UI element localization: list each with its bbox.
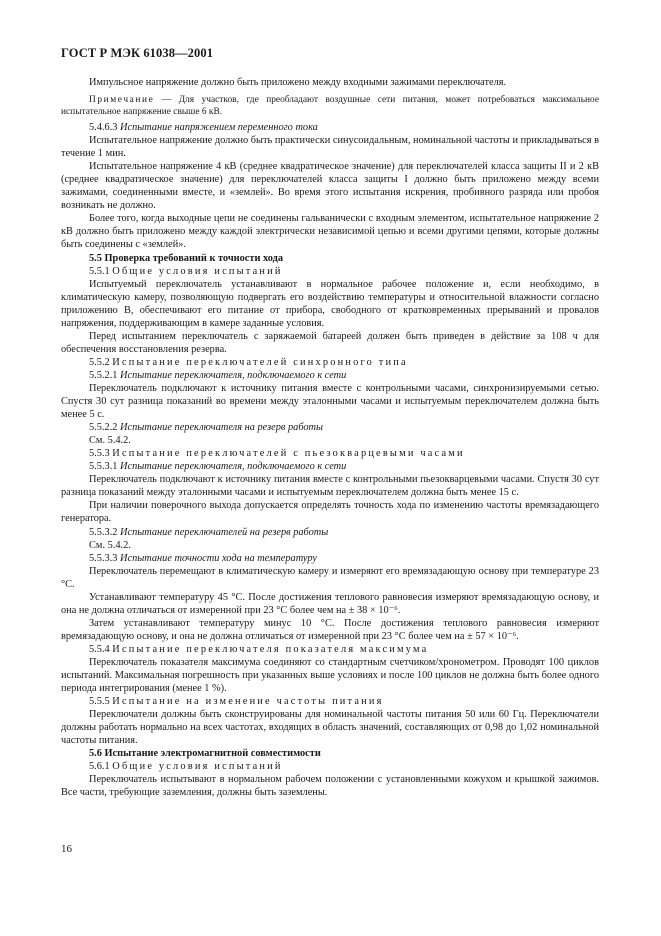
standard-code-header: ГОСТ Р МЭК 61038—2001 <box>61 46 214 60</box>
heading-5-5-2-1 <box>61 369 599 382</box>
heading-number: 5.5.3.3 <box>89 552 118 564</box>
heading-title: Общие условия испытаний <box>112 761 283 773</box>
heading-number: 5.5.2 <box>89 356 110 368</box>
heading-title: Испытание переключателей с пьезокварцевыми часами <box>112 448 465 460</box>
heading-number: 5.5.3.2 <box>89 526 118 538</box>
paragraph: Переключатель подключают к источнику питания вместе с контрольными часами, синхронизируемыми сетью. Спустя 30 сут разница показаний во времени между эталонными часами и испытуемым переключателем должна быть менее 5 с. <box>61 382 599 421</box>
document-body <box>61 76 599 799</box>
heading-number: 5.5.5 <box>89 696 110 708</box>
paragraph: Испытуемый переключатель устанавливают в нормальное рабочее положение и, если необходимо, в климатическую камеру, позволяющую подвергать его воздействию температуры и относительной влажности согласно приложению В, обеспечивают его питание от прибора, свободного от кратковременных прерываний и провалов напряжения, поддерживающим в камере заданные условия. <box>61 278 599 329</box>
heading-title: Испытание переключателя, подключаемого к сети <box>120 369 347 381</box>
heading-5-6: 5.6 Испытание электромагнитной совместимости <box>89 748 321 760</box>
paragraph: Переключатель перемещают в климатическую камеру и измеряют его времязадающую основу при температуре 23 °С. <box>61 565 599 590</box>
paragraph: Испытательное напряжение должно быть практически синусоидальным, номинальной частоты и прикладываться в течение 1 мин. <box>61 135 599 160</box>
heading-title: Общие условия испытаний <box>112 265 283 277</box>
heading-5-5-2 <box>61 356 599 369</box>
heading-number: 5.5.2.2 <box>89 422 118 434</box>
heading-5-5-5 <box>61 695 599 708</box>
heading-title: Испытание напряжением переменного тока <box>120 122 318 134</box>
heading-number: 5.5.4 <box>89 643 110 655</box>
heading-number: 5.4.6.3 <box>89 122 118 134</box>
note-label: Примечание <box>89 95 155 106</box>
paragraph: При наличии поверочного выхода допускается определять точность хода по изменению частоты времязадающего генератора. <box>61 500 599 525</box>
heading-5-5-3-2 <box>61 526 599 539</box>
paragraph: Перед испытанием переключатель с заряжаемой батареей должен быть приведен в действие за 108 ч для обеспечения восстановления резерва. <box>61 330 599 355</box>
paragraph: См. 5.4.2. <box>89 435 131 447</box>
heading-title: Испытание переключателя показателя максимума <box>112 643 429 655</box>
heading-title: Испытание на изменение частоты питания <box>112 696 384 708</box>
heading-5-5-3-1 <box>61 460 599 473</box>
paragraph: Переключатель испытывают в нормальном рабочем положении с установленными кожухом и крышкой зажимов. Все части, требующие заземления, должны быть заземлены. <box>61 774 599 799</box>
page-number: 16 <box>61 843 72 855</box>
heading-title: Испытание переключателя, подключаемого к сети <box>120 461 347 473</box>
paragraph: Испытательное напряжение 4 кВ (среднее квадратическое значение) для переключателей класса защиты II и 2 кВ (среднее квадратическое значение) для переключателей класса защиты I должно быть приложено между всеми зажимами, соединенными вместе, и «землей». Во время этого испытания искрения, пробивного разряда или пробоя возникать не должно. <box>61 161 599 212</box>
heading-number: 5.5.3.1 <box>89 461 118 473</box>
heading-5-6-1 <box>61 760 599 773</box>
paragraph: См. 5.4.2. <box>89 539 131 551</box>
heading-number: 5.6.1 <box>89 761 110 773</box>
heading-number: 5.5.3 <box>89 448 110 460</box>
heading-title: Испытание переключателей на резерв работы <box>120 526 329 538</box>
note-text: — Для участков, где преобладают воздушные сети питания, может потребоваться максимальное испытательное напряжение свыше 6 кВ. <box>61 95 599 118</box>
heading-5-5: 5.5 Проверка требований к точности хода <box>89 252 284 264</box>
paragraph: Затем устанавливают температуру минус 10 °С. После достижения теплового равновесия измеряют времязадающую основу, и она не должна отличаться от измеренной при 23 °С более чем на ± 57 × 10⁻⁶. <box>61 617 599 642</box>
paragraph: Устанавливают температуру 45 °С. После достижения теплового равновесия измеряют времязадающую основу, и она не должна отличаться от измеренной при 23 °С более чем на ± 38 × 10⁻⁶. <box>61 591 599 616</box>
heading-5-5-4 <box>61 643 599 656</box>
note <box>61 94 599 118</box>
heading-5-5-2-2 <box>61 421 599 434</box>
heading-title: Испытание переключателей синхронного типа <box>112 356 408 368</box>
heading-title: Испытание переключателя на резерв работы <box>120 422 324 434</box>
paragraph: Переключатель подключают к источнику питания вместе с контрольными пьезокварцевыми часами. Спустя 30 сут разница показаний между эталонными часами и испытуемым переключателем должна быть менее 15 с. <box>61 474 599 499</box>
heading-5-5-1 <box>61 265 599 278</box>
heading-number: 5.5.1 <box>89 265 110 277</box>
heading-5-4-6-3 <box>61 121 599 134</box>
paragraph: Импульсное напряжение должно быть приложено между входными зажимами переключателя. <box>89 77 507 88</box>
heading-number: 5.5.2.1 <box>89 369 118 381</box>
paragraph: Более того, когда выходные цепи не соединены гальванически с входным элементом, испытательное напряжение 2 кВ должно быть приложено между каждой электрически независимой цепью и всеми другими цепями, которые должны быть соединены с «землей». <box>61 213 599 251</box>
heading-title: Испытание точности хода на температуру <box>120 552 318 564</box>
heading-5-5-3 <box>61 447 599 460</box>
paragraph: Переключатели должны быть сконструированы для номинальной частоты питания 50 или 60 Гц. Переключатели должны работать нормально на всех частотах, входящих в область значений, составляющих от 0,98 до 1,02 номинальной частоты питания. <box>61 709 599 747</box>
paragraph: Переключатель показателя максимума соединяют со стандартным счетчиком/хронометром. Проводят 100 циклов испытаний. Максимальная погрешность при указанных выше условиях и после 100 циклов не должна быть более одного периода интегрирования (менее 1 %). <box>61 656 599 695</box>
heading-5-5-3-3 <box>61 552 599 565</box>
